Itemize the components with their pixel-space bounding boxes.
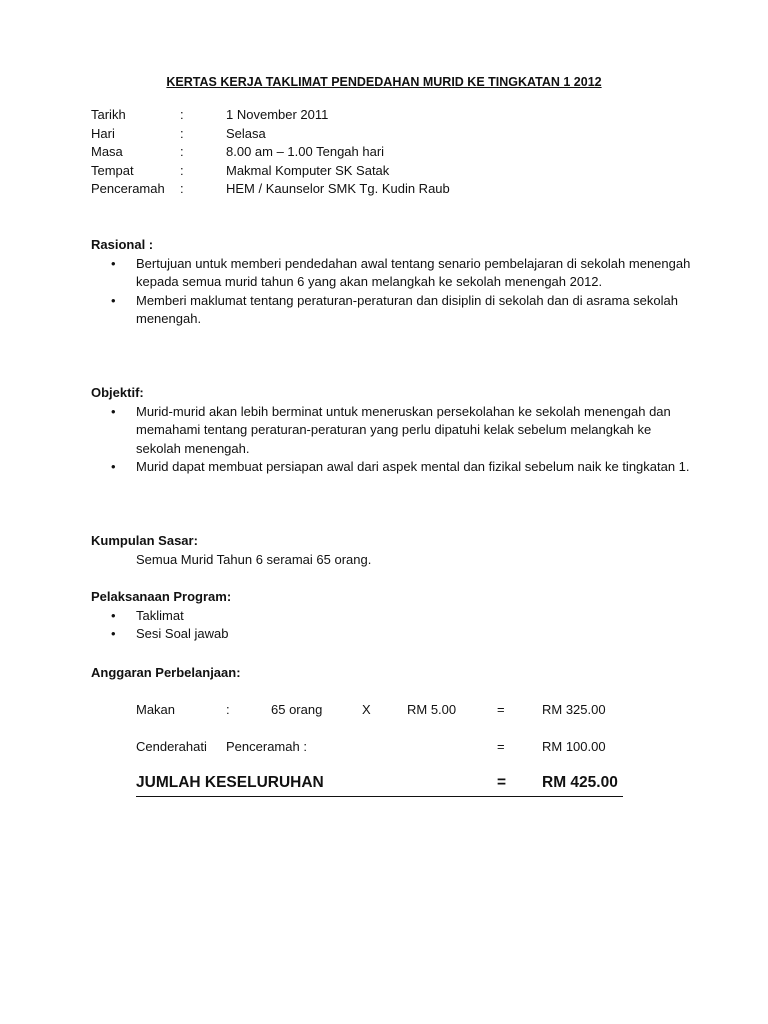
budget-total-row — [136, 774, 623, 797]
list-item-text: Taklimat — [136, 607, 184, 623]
document-title: KERTAS KERJA TAKLIMAT PENDEDAHAN MURID KE TINGKATAN 1 2012 — [166, 75, 602, 89]
total-label: JUMLAH KESELURUHAN — [136, 774, 324, 791]
section-heading: Rasional : — [91, 237, 154, 252]
info-separator: : — [180, 162, 184, 178]
total-equals: = — [497, 774, 507, 791]
section-objektif — [91, 384, 691, 477]
list-item — [91, 607, 691, 626]
budget-times: X — [362, 702, 371, 717]
budget-amount: RM 325.00 — [542, 702, 606, 717]
list-item-text: Sesi Soal jawab — [136, 626, 229, 641]
list-item — [91, 458, 691, 477]
list-item-text: Murid dapat membuat persiapan awal dari aspek mental dan fizikal sebelum naik ke tingkatan 1. — [136, 459, 690, 474]
budget-label: Penceramah : — [226, 739, 307, 754]
info-value: 8.00 am – 1.00 Tengah hari — [226, 144, 385, 159]
budget-row-makan — [136, 701, 636, 721]
section-heading: Kumpulan Sasar: — [91, 533, 198, 548]
info-value: HEM / Kaunselor SMK Tg. Kudin Raub — [226, 181, 450, 196]
list-item — [91, 625, 691, 644]
info-separator: : — [180, 125, 184, 141]
budget-amount: RM 100.00 — [542, 739, 606, 754]
info-value: Selasa — [226, 125, 266, 141]
budget-item: Makan — [136, 702, 176, 717]
section-heading: Objektif: — [91, 385, 144, 400]
info-value: 1 November 2011 — [226, 107, 329, 122]
section-heading: Pelaksanaan Program: — [91, 589, 232, 604]
info-label: Tarikh — [91, 107, 126, 122]
bullet-icon: • — [111, 255, 116, 271]
list-item — [91, 403, 691, 459]
info-separator: : — [180, 144, 184, 159]
list-item-text: Memberi maklumat tentang peraturan-peraturan dan disiplin di sekolah dan di asrama sekolah menengah. — [136, 292, 678, 326]
section-rasional — [91, 236, 691, 329]
bullet-icon: • — [111, 459, 116, 474]
section-kumpulan-sasar — [91, 532, 691, 569]
list-item — [91, 255, 691, 292]
budget-quantity: 65 orang — [271, 702, 323, 717]
total-amount: RM 425.00 — [542, 774, 618, 791]
bullet-icon: • — [111, 626, 116, 641]
info-label: Hari — [91, 125, 115, 141]
bullet-icon: • — [111, 292, 116, 308]
bullet-icon: • — [111, 403, 116, 419]
budget-equals: = — [497, 702, 505, 717]
bullet-list — [91, 403, 691, 477]
budget-unit-price: RM 5.00 — [407, 702, 457, 717]
info-value: Makmal Komputer SK Satak — [226, 162, 390, 178]
budget-item: Cenderahati — [136, 739, 207, 754]
info-separator: : — [180, 107, 184, 122]
info-label: Penceramah — [91, 181, 165, 196]
budget-equals: = — [497, 739, 505, 754]
section-heading: Anggaran Perbelanjaan: — [91, 665, 241, 680]
list-item — [91, 292, 691, 329]
bullet-list — [91, 607, 691, 644]
info-label: Tempat — [91, 162, 134, 178]
budget-row-cenderahati — [136, 738, 636, 758]
section-anggaran — [91, 664, 691, 683]
budget-separator: : — [226, 702, 230, 717]
section-pelaksanaan — [91, 588, 691, 644]
bullet-list — [91, 255, 691, 329]
bullet-icon: • — [111, 607, 116, 623]
list-item-text: Murid-murid akan lebih berminat untuk meneruskan persekolahan ke sekolah menengah dan memahami tentang peraturan-peraturan yang perlu dipatuhi kelak sebelum melangkah ke sekolah menengah. — [136, 403, 671, 456]
list-item-text: Bertujuan untuk memberi pendedahan awal tentang senario pembelajaran di sekolah menengah kepada semua murid tahun 6 yang akan melangkah ke sekolah menengah 2012. — [136, 255, 691, 289]
info-label: Masa — [91, 144, 123, 159]
target-group-text: Semua Murid Tahun 6 seramai 65 orang. — [136, 551, 372, 567]
info-separator: : — [180, 181, 184, 196]
